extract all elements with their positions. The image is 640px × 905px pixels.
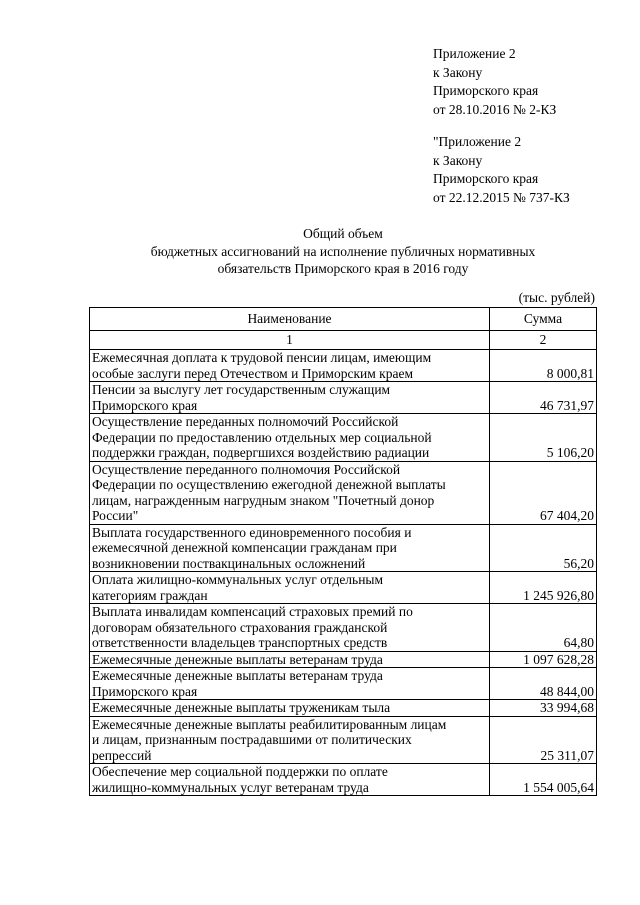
row-name: Ежемесячные денежные выплаты труженикам тыла [90, 700, 490, 717]
row-amount: 67 404,20 [490, 461, 597, 524]
prev-appendix-line: Приморского края [433, 171, 539, 186]
table-row [90, 350, 597, 382]
row-name: Ежемесячные денежные выплаты ветеранам труда [90, 651, 490, 668]
table-row [90, 764, 597, 796]
table-row [90, 382, 597, 414]
row-name: Осуществление переданного полномочия Российской Федерации по осуществлению ежегодной денежной выплаты лицам, награжденным нагрудным знаком "Почетный донор России" [90, 461, 490, 524]
table-row [90, 572, 597, 604]
row-name: Пенсии за выслугу лет государственным служащим Приморского края [90, 382, 490, 414]
table-row [90, 700, 597, 717]
row-amount: 33 994,68 [490, 700, 597, 717]
column-index-row [90, 331, 597, 350]
table-row [90, 668, 597, 700]
table-row [90, 604, 597, 652]
row-amount: 56,20 [490, 524, 597, 572]
previous-appendix-reference [433, 133, 633, 207]
appendix-line: от 28.10.2016 № 2-КЗ [433, 101, 557, 117]
header-name: Наименование [90, 308, 490, 331]
row-amount: 48 844,00 [490, 668, 597, 700]
row-amount: 1 554 005,64 [490, 764, 597, 796]
title-line: обязательств Приморского края в 2016 году [217, 261, 469, 276]
table-row [90, 651, 597, 668]
appendix-line: Приморского края [433, 83, 539, 98]
row-amount: 5 106,20 [490, 414, 597, 462]
index-amount: 2 [490, 331, 597, 350]
prev-appendix-line: "Приложение 2 [433, 134, 522, 149]
index-name: 1 [90, 331, 490, 350]
row-amount: 8 000,81 [490, 350, 597, 382]
table-row [90, 461, 597, 524]
table-row [90, 716, 597, 764]
budget-table [89, 307, 597, 796]
appendix-line: Приложение 2 [433, 46, 516, 61]
table-row [90, 524, 597, 572]
row-amount: 64,80 [490, 604, 597, 652]
row-name: Выплата государственного единовременного пособия и ежемесячной денежной компенсации гражданам при возникновении поствакцинальных осложнений [90, 524, 490, 572]
table-header-row [90, 308, 597, 331]
row-name: Ежемесячные денежные выплаты реабилитированным лицам и лицам, признанным пострадавшими от политических репрессий [90, 716, 490, 764]
prev-appendix-line: от 22.12.2015 № 737-КЗ [433, 189, 570, 205]
appendix-line: к Закону [433, 64, 483, 80]
prev-appendix-line: к Закону [433, 152, 483, 168]
row-name: Обеспечение мер социальной поддержки по оплате жилищно-коммунальных услуг ветеранам труда [90, 764, 490, 796]
row-name: Ежемесячная доплата к трудовой пенсии лицам, имеющим особые заслуги перед Отечеством и Приморским краем [90, 350, 490, 382]
header-amount: Сумма [490, 308, 597, 331]
row-name: Оплата жилищно-коммунальных услуг отдельным категориям граждан [90, 572, 490, 604]
row-amount: 1 097 628,28 [490, 651, 597, 668]
row-amount: 46 731,97 [490, 382, 597, 414]
row-name: Выплата инвалидам компенсаций страховых премий по договорам обязательного страхования гражданской ответственности владельцев транспортных средств [90, 604, 490, 652]
title-line: Общий объем [303, 226, 383, 241]
document-title [90, 225, 596, 278]
appendix-reference [433, 45, 633, 119]
row-amount: 1 245 926,80 [490, 572, 597, 604]
row-name: Ежемесячные денежные выплаты ветеранам труда Приморского края [90, 668, 490, 700]
row-amount: 25 311,07 [490, 716, 597, 764]
table-row [90, 414, 597, 462]
row-name: Осуществление переданных полномочий Российской Федерации по предоставлению отдельных мер социальной поддержки граждан, подвергшихся воздействию радиации [90, 414, 490, 462]
units-label: (тыс. рублей) [518, 290, 595, 305]
title-line: бюджетных ассигнований на исполнение публичных нормативных [150, 243, 536, 259]
